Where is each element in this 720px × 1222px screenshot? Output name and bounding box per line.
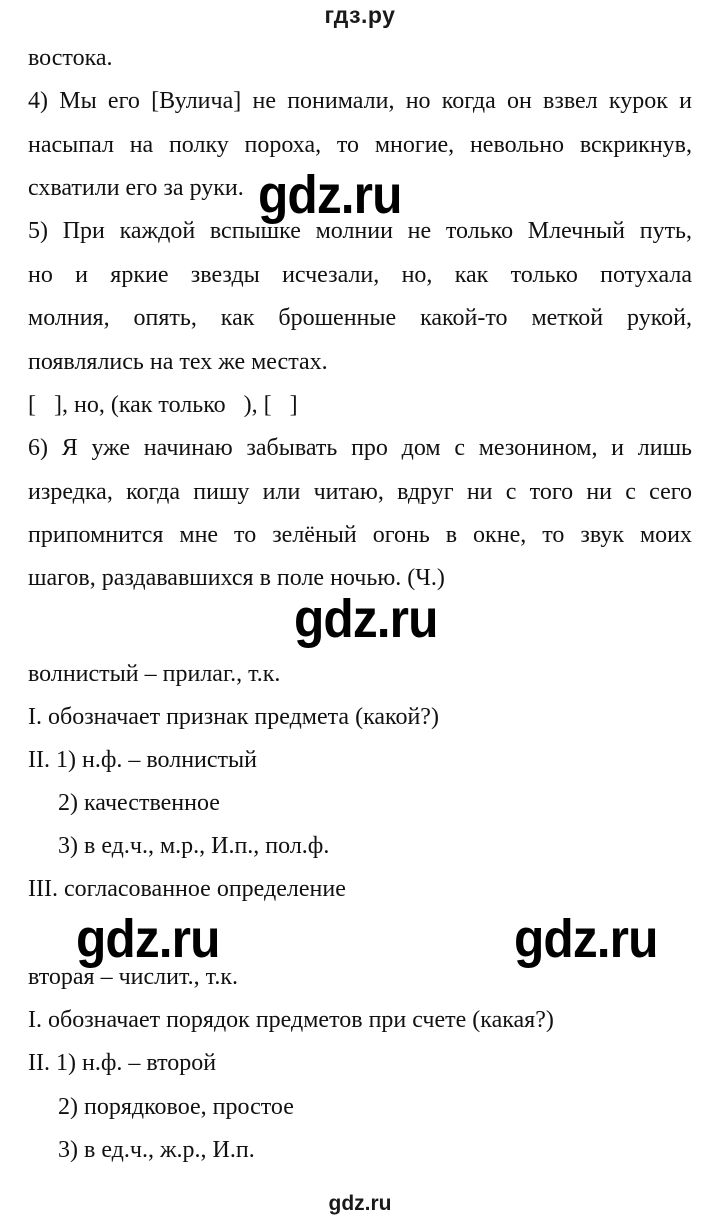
site-title: гдз.ру	[324, 2, 396, 28]
text-line: 4) Мы его [Вулича] не понимали, но когда он взвел курок и	[28, 88, 692, 114]
text-line: шагов, раздававшихся в поле ночью. (Ч.)	[28, 565, 445, 591]
analysis-2-title: вторая – числит., т.к.	[28, 964, 239, 990]
text-line: молния, опять, как брошенные какой-то меткой рукой,	[28, 305, 692, 331]
analysis-1-title: волнистый – прилаг., т.к.	[28, 661, 281, 687]
text-line: схватили его за руки.	[28, 175, 244, 201]
text-line: востока.	[28, 45, 113, 71]
text-line: припомнится мне то зелёный огонь в окне, то звук моих	[28, 522, 692, 548]
analysis-2-item: II. 1) н.ф. – второй	[28, 1050, 217, 1076]
analysis-1-item: III. согласованное определение	[28, 876, 346, 902]
analysis-1-item: II. 1) н.ф. – волнистый	[28, 747, 257, 773]
watermark: gdz.ru	[258, 165, 402, 225]
text-line: появлялись на тех же местах.	[28, 349, 328, 375]
analysis-1-item: I. обозначает признак предмета (какой?)	[28, 704, 439, 730]
analysis-2-item: 2) порядковое, простое	[58, 1094, 294, 1120]
analysis-1-item: 3) в ед.ч., м.р., И.п., пол.ф.	[58, 833, 330, 859]
footer-site-link[interactable]: gdz.ru	[328, 1192, 392, 1215]
watermark: gdz.ru	[76, 909, 220, 969]
text-line: изредка, когда пишу или читаю, вдруг ни с того ни с сего	[28, 479, 692, 505]
text-line: 5) При каждой вспышке молнии не только Млечный путь,	[28, 218, 692, 244]
text-line: но и яркие звезды исчезали, но, как только потухала	[28, 262, 692, 288]
analysis-2-item: 3) в ед.ч., ж.р., И.п.	[58, 1137, 255, 1163]
analysis-2-item: I. обозначает порядок предметов при счете (какая?)	[28, 1007, 554, 1033]
text-line: насыпал на полку пороха, то многие, невольно вскрикнув,	[28, 132, 692, 158]
analysis-1-item: 2) качественное	[58, 790, 220, 816]
watermark: gdz.ru	[294, 589, 438, 649]
sentence-scheme: [ ], но, (как только ), [ ]	[28, 392, 298, 418]
text-line: 6) Я уже начинаю забывать про дом с мезонином, и лишь	[28, 435, 692, 461]
watermark: gdz.ru	[514, 909, 658, 969]
